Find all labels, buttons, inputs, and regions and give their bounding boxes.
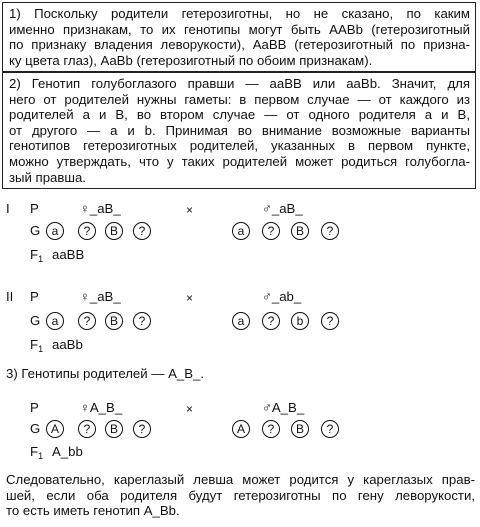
cross-sign: × xyxy=(186,402,194,416)
offspring-genotype: A_bb xyxy=(52,444,83,459)
gamete-circle: ? xyxy=(262,312,280,330)
gamete-circle: ? xyxy=(78,222,96,240)
male-genotype: ♂A_B_ xyxy=(262,400,305,415)
conclusion-paragraph xyxy=(6,472,475,519)
gamete-circle: B xyxy=(105,312,123,330)
gamete-circle: ? xyxy=(321,222,339,240)
gamete-circle: ? xyxy=(133,420,151,438)
text-line: от другого — a и b. Принимая во внимание возможные варианты xyxy=(9,122,470,138)
gamete-circle: B xyxy=(105,420,123,438)
text-line: именно признакам, то их генотипы могут быть AABb (гетерозиготный xyxy=(9,21,470,37)
offspring-label: $F_1$ xyxy=(30,247,44,264)
cross-sign: × xyxy=(186,291,194,305)
gamete-circle: A xyxy=(232,420,250,438)
gamete-circle: ? xyxy=(262,222,280,240)
text-line: генотипов гетерозиготных родителей, указанных в первом пункте, xyxy=(9,138,470,154)
paragraph-1 xyxy=(9,6,470,68)
text-line: него от родителей нужны гаметы: в первом случае — от каждого из xyxy=(9,91,470,107)
text-line: зый правша. xyxy=(9,169,86,185)
gamete-circle: ? xyxy=(262,420,280,438)
female-genotype: ♀_aB_ xyxy=(80,201,121,216)
gamete-circle: B xyxy=(105,222,123,240)
cross-sign: × xyxy=(186,203,194,217)
gamete-circle: B xyxy=(291,420,309,438)
gametes-label: G xyxy=(30,313,41,328)
parents-label: P xyxy=(30,201,39,216)
offspring-label: $F_1$ xyxy=(30,444,44,461)
cross-roman-numeral: I xyxy=(6,201,10,216)
female-genotype: ♀_aB_ xyxy=(80,289,121,304)
gamete-circle: a xyxy=(46,312,64,330)
offspring-label: $F_1$ xyxy=(30,337,44,354)
text-line: то есть иметь генотип A_Bb. xyxy=(6,503,180,519)
gamete-circle: a xyxy=(232,222,250,240)
paragraph-2 xyxy=(9,76,470,185)
gamete-circle: ? xyxy=(321,312,339,330)
text-line: по признаку владения леворукости), AaBB (гетерозиготный по призна- xyxy=(9,37,470,53)
gametes-label: G xyxy=(30,223,41,238)
gametes-label: G xyxy=(30,421,41,436)
gamete-circle: ? xyxy=(321,420,339,438)
gamete-circle: a xyxy=(232,312,250,330)
male-genotype: ♂_ab_ xyxy=(262,289,302,304)
gamete-circle: ? xyxy=(133,312,151,330)
cross-roman-numeral: II xyxy=(6,289,14,304)
text-line: ку цвета глаз), AaBb (гетерозиготный по обоим признакам). xyxy=(9,52,373,68)
offspring-genotype: aaBb xyxy=(52,337,83,352)
answer-block-1 xyxy=(2,2,476,72)
parents-label: P xyxy=(30,289,39,304)
answer-block-2 xyxy=(2,72,476,189)
gamete-circle: ? xyxy=(78,420,96,438)
paragraph-3: 3) Генотипы родителей — A_B_. xyxy=(6,366,205,381)
text-line: Следовательно, кареглазый левша может родится у кареглазых прав- xyxy=(6,472,475,487)
male-genotype: ♂_aB_ xyxy=(262,201,303,216)
gamete-circle: a xyxy=(46,222,64,240)
parents-label: P xyxy=(30,400,39,415)
text-line: родителей a и B, во втором случае — от одного родителя a и B, xyxy=(9,107,470,123)
gamete-circle: ? xyxy=(133,222,151,240)
gamete-circle: B xyxy=(291,222,309,240)
gamete-circle: ? xyxy=(78,312,96,330)
text-line: можно утверждать, что у таких родителей может родиться голубогла- xyxy=(9,153,470,169)
gamete-circle: b xyxy=(291,312,309,330)
text-line: шей, если оба родителя будут гетерозиготны по гену леворукости, xyxy=(6,487,475,503)
female-genotype: ♀A_B_ xyxy=(80,400,123,415)
text-line: 2) Генотип голубоглазого правши — aaBB или aaBb. Значит, для xyxy=(9,76,470,91)
text-line: 1) Поскольку родители гетерозиготны, но не сказано, по каким xyxy=(9,6,470,21)
gamete-circle: A xyxy=(46,420,64,438)
offspring-genotype: aaBB xyxy=(52,247,85,262)
